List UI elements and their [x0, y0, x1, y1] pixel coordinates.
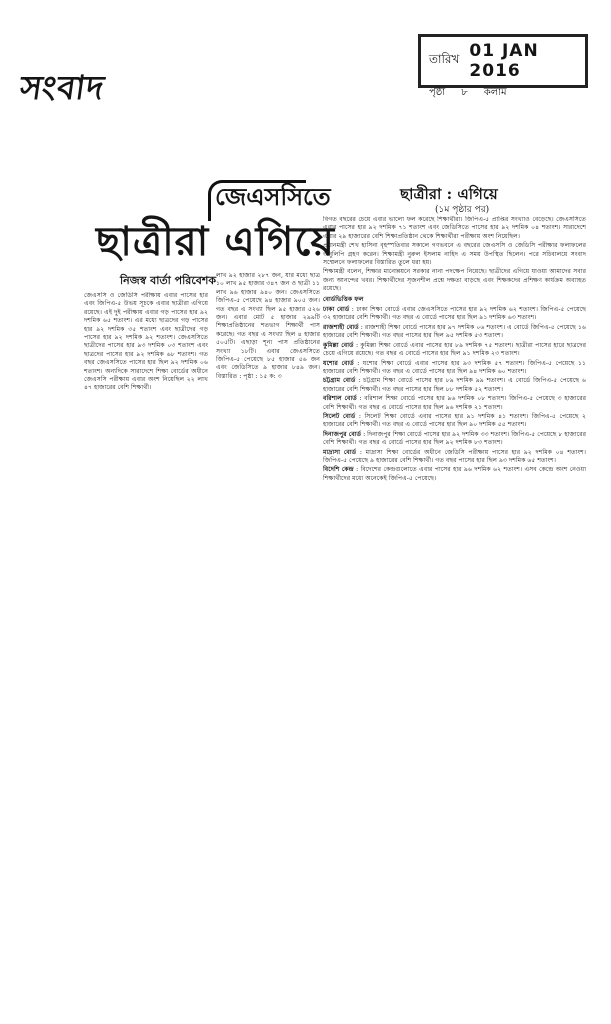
headline-line-1: জেএসসিতে: [215, 182, 331, 211]
board-text: সিলেট শিক্ষা বোর্ডে এবার পাসের হার ৯১ দশমিক ৪১ শতাংশ। জিপিএ-৫ পেয়েছে ২ হাজারের বেশি শিক্ষার্থী। গত বছর এ বোর্ডে পাসের হার ছিল ৯০ দশমিক ৫৫ শতাংশ।: [323, 412, 586, 429]
board-entry: যশোর বোর্ড : যশোর শিক্ষা বোর্ডে এবার পাসের হার ৯৩ দশমিক ৫৭ শতাংশ। জিপিএ-৫ পেয়েছে ১১ হাজারের বেশি শিক্ষার্থী। গত বছর এ বোর্ডে পাসের হার ছিল ৯৪ দশমিক ৬০ শতাংশ।: [323, 359, 586, 375]
board-entry: বিদেশি কেন্দ্র : বিদেশের কেন্দ্রগুলোতে এবার পাসের হার ৯৬ দশমিক ৬২ শতাংশ। এসব কেন্দ্রে অংশ নেওয়া শিক্ষার্থীদের মধ্যে অনেকেই জিপিএ-৫ পেয়েছে।: [323, 466, 586, 482]
board-entry: দিনাজপুর বোর্ড : দিনাজপুর শিক্ষা বোর্ডে পাসের হার ৯২ দশমিক ৩৩ শতাংশ। জিপিএ-৫ পেয়েছে ৮ হাজারের বেশি শিক্ষার্থী। গত বছর এ বোর্ডে পাসের হার ছিল ৯২ দশমিক ৮৩ শতাংশ।: [323, 430, 586, 447]
board-name: রাজশাহী বোর্ড: [323, 323, 359, 331]
board-entry: বরিশাল বোর্ড : বরিশাল শিক্ষা বোর্ডে পাসের হার ৯৬ দশমিক ০৮ শতাংশ। জিপিএ-৫ পেয়েছে ৩ হাজারের বেশি শিক্ষার্থী। গত বছর এ বোর্ডে পাসের হার ছিল ৯৬ দশমিক ২১ শতাংশ।: [323, 395, 586, 411]
paragraph: বিগত বছরের চেয়ে এবার ভালো ফল করেছে শিক্ষার্থীরা। জিপিএ-৫ প্রাপ্তির সংখ্যাও বেড়েছে। জেএসসিতে এবার পাসের হার ৯২ দশমিক ৭১ শতাংশ এবং জেডিসিতে পাসের হার ৯২ দশমিক ০৪ শতাংশ। সারাদেশে এবার ২৯ হাজারের বেশি শিক্ষাপ্রতিষ্ঠান থেকে শিক্ষার্থীরা পরীক্ষায় অংশ নিয়েছিল।: [323, 216, 586, 240]
board-text: চট্টগ্রাম শিক্ষা বোর্ডে পাসের হার ৮৯ দশমিক ৯৯ শতাংশ। এ বোর্ডে জিপিএ-৫ পেয়েছে ৬ হাজারের বেশি শিক্ষার্থী। গত বছর পাসের হার ছিল ৮৮ দশমিক ৫২ শতাংশ।: [323, 377, 586, 393]
section-heading: বোর্ডভিত্তিক ফল: [323, 295, 364, 303]
column-a-text: জেএসসি ও জেডিসি পরীক্ষায় এবার পাসের হার এবং জিপিএ-৫ উভয় সূচকে এবার ছাত্রীরা এগিয়ে রয়েছে। এই দুই পরীক্ষায় এবার গড় পাসের হার ৯২ দশমিক ৬৫ শতাংশ। এর মধ্যে ছাত্রদের গড় পাসের হার ৯২ দশমিক ৩৫ শতাংশ এবং ছাত্রীদের গড় পাসের হার ৯২ দশমিক ৯২ শতাংশ। জেএসসিতে ছাত্রীদের পাসের হার ৯৩ দশমিক ০৩ শতাংশ এবং ছাত্রদের পাসের হার ৯২ দশমিক ৬৮ শতাংশ। গত বছর জেএসসিতে পাসের হার ছিল ৯২ দশমিক ০৬ শতাংশ। অন্যদিকে সারাদেশে শিক্ষা বোর্ডের অধীনে জেএসসি পরীক্ষায় এবার অংশ নিয়েছিল ২২ লাখ ৪৭ হাজারের বেশি শিক্ষার্থী।: [84, 292, 208, 392]
column-b-text: লাখ ৯২ হাজার ২৮৭ জন, যার মধ্যে ছাত্র ১০ লাখ ৯৫ হাজার ৩৪৭ জন ও ছাত্রী ১১ লাখ ৯৬ হাজার ৯৪০ জন। জেএসসিতে জিপিএ-৫ পেয়েছে ৯৪ হাজার ৯০৫ জন। গত বছর এ সংখ্যা ছিল ৯৫ হাজার ৫২৬ জন। এবার মোট ৫ হাজার ২৯৯টি শিক্ষাপ্রতিষ্ঠানের শতভাগ শিক্ষার্থী পাস করেছে। গত বছর এ সংখ্যা ছিল ৪ হাজার ৫০৫টি। এছাড়া শূন্য পাস প্রতিষ্ঠানের সংখ্যা ১৮টি। এবার জেএসসিতে জিপিএ-৫ পেয়েছে ৮৫ হাজার ৫৬ জন এবং জেডিসিতে ৯ হাজার ৮৪৯ জন। বিস্তারিত : পৃষ্ঠা : ১৫ ক: ৩: [216, 272, 320, 380]
article-column-b: [216, 272, 320, 510]
board-entry: রাজশাহী বোর্ড : রাজশাহী শিক্ষা বোর্ডে পাসের হার ৯৭ দশমিক ০৬ শতাংশ। এ বোর্ডে জিপিএ-৫ পেয়েছে ১৬ হাজারের বেশি শিক্ষার্থী। গত বছর পাসের হার ছিল ৯৫ দশমিক ৫৩ শতাংশ।: [323, 323, 586, 340]
board-text: কুমিল্লা শিক্ষা বোর্ডে এবার পাসের হার ৮৯ দশমিক ৭৫ শতাংশ। ছাত্রীরা পাসের হারে ছাত্রদের চেয়ে এগিয়ে রয়েছে। গত বছর এ বোর্ডে পাসের হার ছিল ৯১ দশমিক ২৩ শতাংশ।: [323, 341, 586, 358]
board-text: ঢাকা শিক্ষা বোর্ডে এবার জেএসসিতে পাসের হার ৯২ দশমিক ৬২ শতাংশ। জিপিএ-৫ পেয়েছে ৩২ হাজারের বেশি শিক্ষার্থী। গত বছর এ বোর্ডে পাসের হার ছিল ৯১ দশমিক ৬৩ শতাংশ।: [323, 306, 586, 322]
board-entry: সিলেট বোর্ড : সিলেট শিক্ষা বোর্ডে এবার পাসের হার ৯১ দশমিক ৪১ শতাংশ। জিপিএ-৫ পেয়েছে ২ হাজারের বেশি শিক্ষার্থী। গত বছর এ বোর্ডে পাসের হার ছিল ৯০ দশমিক ৫৫ শতাংশ।: [323, 412, 586, 429]
continued-article: [323, 216, 586, 966]
board-entry: ঢাকা বোর্ড : ঢাকা শিক্ষা বোর্ডে এবার জেএসসিতে পাসের হার ৯২ দশমিক ৬২ শতাংশ। জিপিএ-৫ পেয়েছে ৩২ হাজারের বেশি শিক্ষার্থী। গত বছর এ বোর্ডে পাসের হার ছিল ৯১ দশমিক ৬৩ শতাংশ।: [323, 306, 586, 322]
board-text: মাদ্রাসা শিক্ষা বোর্ডের অধীনে জেডিসি পরীক্ষায় পাসের হার ৯২ দশমিক ০৪ শতাংশ। জিপিএ-৫ পেয়েছে ৯ হাজারের বেশি শিক্ষার্থী। গত বছর পাসের হার ছিল ৯৩ দশমিক ৬৫ শতাংশ।: [323, 448, 586, 464]
board-entry: কুমিল্লা বোর্ড : কুমিল্লা শিক্ষা বোর্ডে এবার পাসের হার ৮৯ দশমিক ৭৫ শতাংশ। ছাত্রীরা পাসের হারে ছাত্রদের চেয়ে এগিয়ে রয়েছে। গত বছর এ বোর্ডে পাসের হার ছিল ৯১ দশমিক ২৩ শতাংশ।: [323, 341, 586, 358]
board-entry: চট্টগ্রাম বোর্ড : চট্টগ্রাম শিক্ষা বোর্ডে পাসের হার ৮৯ দশমিক ৯৯ শতাংশ। এ বোর্ডে জিপিএ-৫ পেয়েছে ৬ হাজারের বেশি শিক্ষার্থী। গত বছর পাসের হার ছিল ৮৮ দশমিক ৫২ শতাংশ।: [323, 377, 586, 393]
board-name: বরিশাল বোর্ড: [323, 395, 357, 403]
stamp-date-value: 01 JAN 2016: [469, 41, 539, 81]
board-name: যশোর বোর্ড: [323, 359, 354, 367]
stamp-page-value: ৮: [461, 87, 468, 98]
board-text: বিদেশের কেন্দ্রগুলোতে এবার পাসের হার ৯৬ দশমিক ৬২ শতাংশ। এসব কেন্দ্রে অংশ নেওয়া শিক্ষার্থীদের মধ্যে অনেকেই জিপিএ-৫ পেয়েছে।: [323, 466, 586, 482]
board-name: ঢাকা বোর্ড: [323, 306, 350, 314]
stamp-page-label: পৃষ্ঠা: [429, 87, 446, 98]
board-text: রাজশাহী শিক্ষা বোর্ডে পাসের হার ৯৭ দশমিক ০৬ শতাংশ। এ বোর্ডে জিপিএ-৫ পেয়েছে ১৬ হাজারের বেশি শিক্ষার্থী। গত বছর পাসের হার ছিল ৯৫ দশমিক ৫৩ শতাংশ।: [323, 323, 586, 340]
byline: নিজস্ব বার্তা পরিবেশক: [120, 274, 217, 287]
board-name: মাদ্রাসা বোর্ড: [323, 448, 357, 456]
board-entry: মাদ্রাসা বোর্ড : মাদ্রাসা শিক্ষা বোর্ডের অধীনে জেডিসি পরীক্ষায় পাসের হার ৯২ দশমিক ০৪ শতাংশ। জিপিএ-৫ পেয়েছে ৯ হাজারের বেশি শিক্ষার্থী। গত বছর পাসের হার ছিল ৯৩ দশমিক ৬৫ শতাংশ।: [323, 448, 586, 464]
board-name: কুমিল্লা বোর্ড: [323, 341, 354, 349]
board-name: সিলেট বোর্ড: [323, 412, 356, 420]
stamp-date-label: তারিখ: [429, 52, 460, 66]
continued-title: ছাত্রীরা : এগিয়ে: [400, 185, 498, 203]
board-text: যশোর শিক্ষা বোর্ডে এবার পাসের হার ৯৩ দশমিক ৫৭ শতাংশ। জিপিএ-৫ পেয়েছে ১১ হাজারের বেশি শিক্ষার্থী। গত বছর এ বোর্ডে পাসের হার ছিল ৯৪ দশমিক ৬০ শতাংশ।: [323, 359, 586, 375]
board-name: চট্টগ্রাম বোর্ড: [323, 377, 356, 385]
date-stamp: [418, 34, 588, 98]
board-name: দিনাজপুর বোর্ড: [323, 430, 362, 438]
paragraph: প্রধানমন্ত্রী শেখ হাসিনা বৃহস্পতিবার সকালে গণভবনে এ বছরের জেএসসি ও জেডিসি পরীক্ষার ফলাফলের অনুলিপি গ্রহণ করেন। শিক্ষামন্ত্রী নুরুল ইসলাম নাহিদ এ সময় উপস্থিত ছিলেন। পরে সচিবালয়ে সংবাদ সম্মেলনে ফলাফলের বিস্তারিত তুলে ধরা হয়।: [323, 242, 586, 267]
paragraph: শিক্ষামন্ত্রী বলেন, শিক্ষার মানোন্নয়নে সরকার নানা পদক্ষেপ নিয়েছে। ছাত্রীদের এগিয়ে যাওয়া আমাদের সবার জন্য আনন্দের খবর। শিক্ষার্থীদের সৃজনশীল প্রশ্নে দক্ষতা বাড়ছে এবং শিক্ষকদের প্রশিক্ষণ কার্যক্রম অব্যাহত রয়েছে।: [323, 268, 586, 293]
continued-subtitle: (১ম পৃষ্ঠার পর): [435, 205, 490, 215]
newspaper-masthead: সংবাদ: [17, 68, 108, 107]
stamp-column-label: কলাম: [483, 87, 507, 98]
board-text: বরিশাল শিক্ষা বোর্ডে পাসের হার ৯৬ দশমিক ০৮ শতাংশ। জিপিএ-৫ পেয়েছে ৩ হাজারের বেশি শিক্ষার্থী। গত বছর এ বোর্ডে পাসের হার ছিল ৯৬ দশমিক ২১ শতাংশ।: [323, 395, 586, 411]
article-column-a: [84, 292, 208, 504]
board-text: দিনাজপুর শিক্ষা বোর্ডে পাসের হার ৯২ দশমিক ৩৩ শতাংশ। জিপিএ-৫ পেয়েছে ৮ হাজারের বেশি শিক্ষার্থী। গত বছর এ বোর্ডে পাসের হার ছিল ৯২ দশমিক ৮৩ শতাংশ।: [323, 430, 586, 447]
headline-line-2: ছাত্রীরা এগিয়ে: [96, 218, 335, 265]
board-name: বিদেশি কেন্দ্র: [323, 466, 354, 474]
